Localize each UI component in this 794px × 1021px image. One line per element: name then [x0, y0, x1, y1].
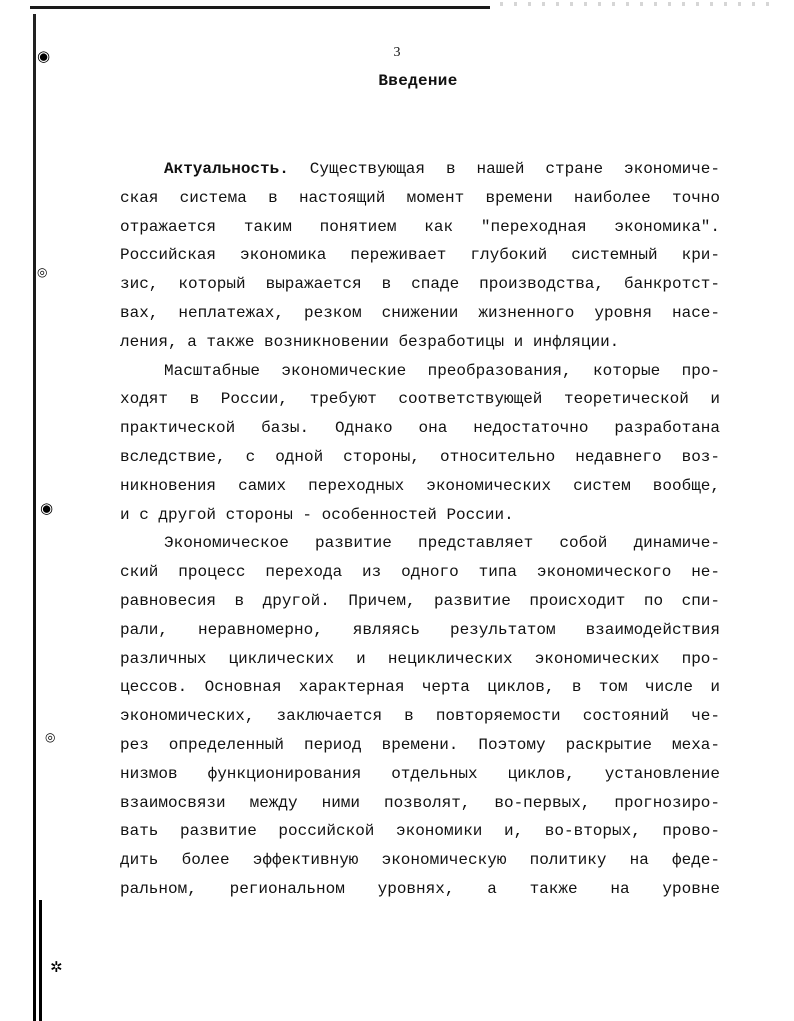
text-line: ская система в настоящий момент времени наиболее точно: [120, 188, 720, 207]
scan-left-border: [33, 14, 36, 1021]
text-line: вать развитие российской экономики и, во-вторых, прово-: [120, 822, 720, 841]
text-line: взаимосвязи между ними позволят, во-первых, прогнозиро-: [120, 793, 720, 812]
text-line: [120, 155, 720, 184]
scan-left-border-bottom: [39, 900, 42, 1021]
binding-hole-icon: ◎: [45, 730, 56, 744]
text-line: зис, который выражается в спаде производства, банкротст-: [120, 275, 720, 294]
text-line: практической базы. Однако она недостаточно разработана: [120, 419, 720, 438]
text-line: вследствие, с одной стороны, относительно недавнего воз-: [120, 447, 720, 466]
text-line-content: Существующая в нашей стране экономиче-: [309, 160, 721, 178]
text-line: низмов функционирования отдельных циклов, установление: [120, 764, 720, 783]
text-line: ходят в России, требуют соответствующей теоретической и: [120, 390, 720, 409]
text-line: цессов. Основная характерная черта циклов, в том числе и: [120, 678, 720, 697]
binding-hole-icon: ✲: [50, 958, 63, 976]
text-line: отражается таким понятием как "переходная экономика".: [120, 217, 720, 236]
text-line: вах, неплатежах, резком снижении жизненного уровня насе-: [120, 303, 720, 322]
text-line: ский процесс перехода из одного типа экономического не-: [120, 563, 720, 582]
scan-top-border: [30, 6, 490, 9]
text-line: рали, неравномерно, являясь результатом взаимодействия: [120, 620, 720, 639]
text-line: равновесия в другой. Причем, развитие происходит по спи-: [120, 591, 720, 610]
text-line: ральном, региональном уровнях, а также на уровне: [120, 879, 720, 898]
text-line: различных циклических и нециклических экономических про-: [120, 649, 720, 668]
text-line: Экономическое развитие представляет собой динамиче-: [164, 534, 720, 553]
text-line: ления, а также возникновении безработицы и инфляции.: [120, 332, 620, 351]
text-line: дить более эффективную экономическую политику на феде-: [120, 851, 720, 870]
text-line: Масштабные экономические преобразования, которые про-: [164, 361, 720, 380]
document-body: [120, 155, 720, 904]
binding-hole-icon: ◎: [37, 265, 48, 279]
section-title: Введение: [378, 72, 458, 90]
scan-top-noise: [500, 2, 780, 6]
paragraph-transformations: [120, 357, 720, 530]
text-line: экономических, заключается в повторяемости состояний че-: [120, 707, 720, 726]
text-line: рез определенный период времени. Поэтому раскрытие меха-: [120, 735, 720, 754]
binding-hole-icon: ◉: [37, 47, 51, 65]
binding-hole-icon: ◉: [40, 499, 54, 517]
paragraph-relevance: [120, 155, 720, 357]
text-line: Российская экономика переживает глубокий системный кри-: [120, 246, 720, 265]
text-line: никновения самих переходных экономических систем вообще,: [120, 476, 720, 495]
paragraph-lead-in: Актуальность.: [164, 160, 289, 178]
text-line: и с другой стороны - особенностей России.: [120, 505, 514, 524]
page-number: 3: [393, 45, 401, 60]
paragraph-development: [120, 529, 720, 903]
